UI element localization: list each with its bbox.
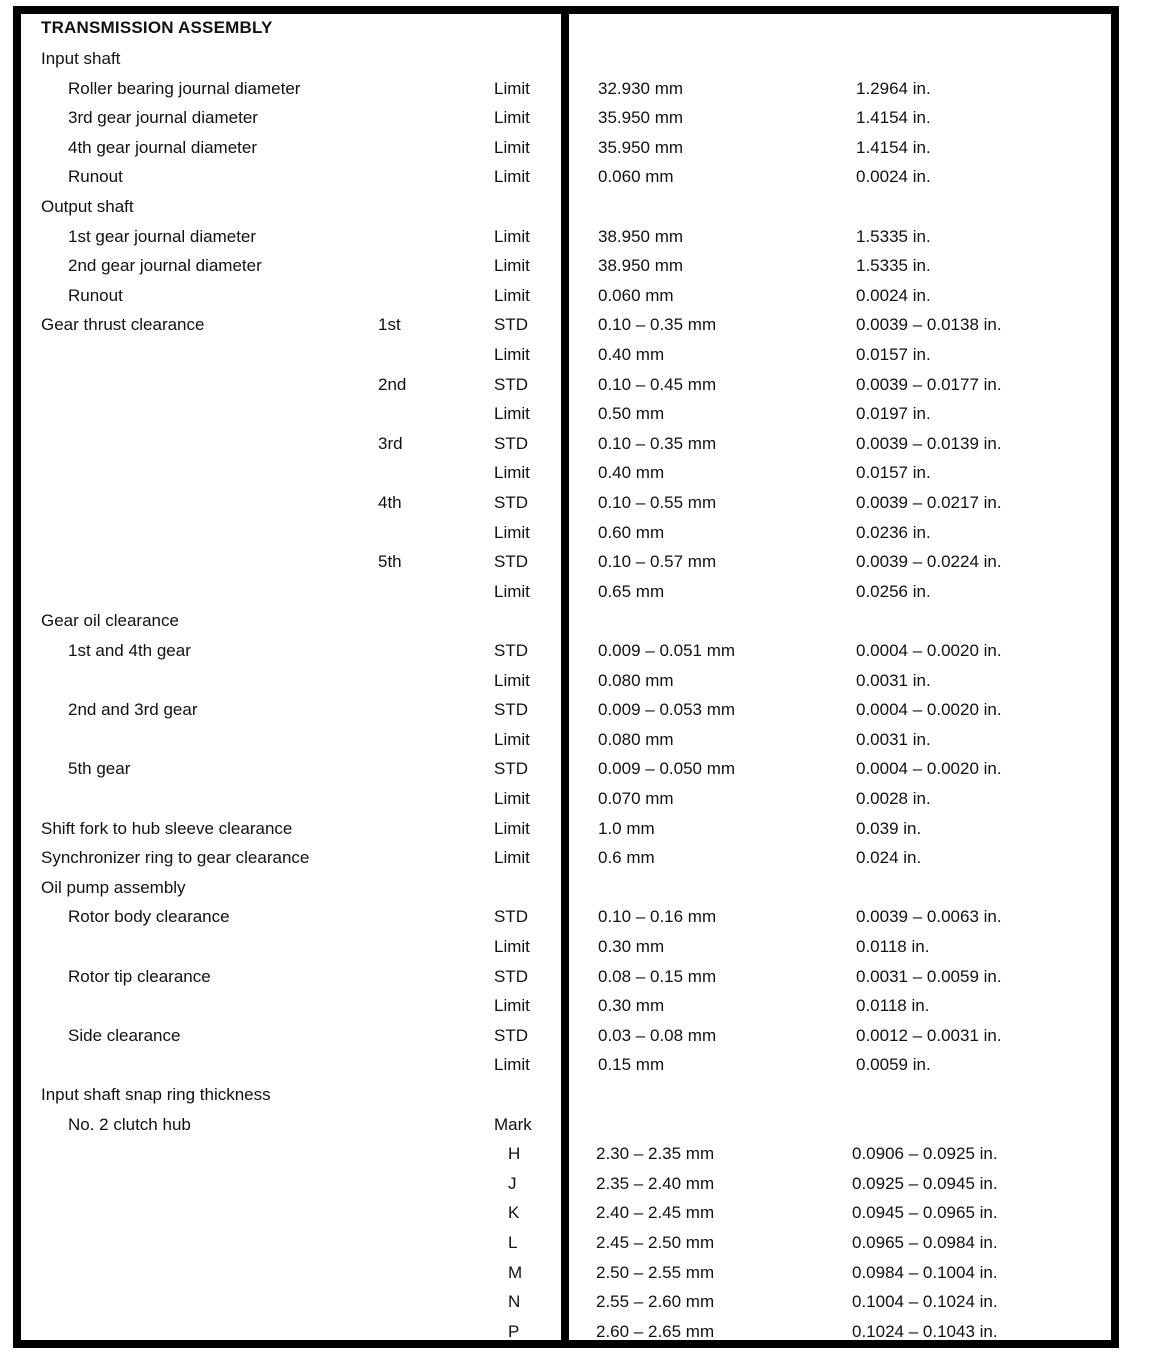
row-label: 5th gear	[68, 759, 131, 778]
row-label: Roller bearing journal diameter	[68, 79, 301, 98]
value-mm: 2.55 – 2.60 mm	[596, 1292, 715, 1311]
row-label: 3rd gear journal diameter	[68, 108, 258, 127]
table-row	[0, 581, 1152, 610]
row-label: 1st gear journal diameter	[68, 227, 257, 246]
spec-type: STD	[494, 315, 528, 334]
spec-type: Limit	[494, 937, 530, 956]
spec-type: STD	[494, 375, 528, 394]
table-row	[0, 729, 1152, 758]
gear-label: 5th	[378, 552, 402, 571]
gear-label: 1st	[378, 315, 401, 334]
row-label: Input shaft	[41, 49, 121, 68]
value-inch: 0.0039 – 0.0138 in.	[856, 315, 1002, 334]
value-mm: 0.009 – 0.051 mm	[598, 641, 736, 660]
table-row	[0, 48, 1152, 77]
value-inch: 0.0236 in.	[856, 523, 931, 542]
value-mm: 0.009 – 0.053 mm	[598, 700, 736, 719]
table-row	[0, 492, 1152, 521]
spec-type: N	[508, 1292, 521, 1311]
table-row	[0, 551, 1152, 580]
section-title: TRANSMISSION ASSEMBLY	[41, 18, 273, 37]
table-row	[0, 847, 1152, 876]
spec-type: P	[508, 1322, 520, 1341]
value-mm: 0.070 mm	[598, 789, 674, 808]
value-mm: 0.060 mm	[598, 167, 674, 186]
spec-type: Limit	[494, 730, 530, 749]
row-label: Synchronizer ring to gear clearance	[41, 848, 310, 867]
value-mm: 32.930 mm	[598, 79, 684, 98]
table-row	[0, 1202, 1152, 1231]
table-row	[0, 522, 1152, 551]
spec-type: STD	[494, 907, 528, 926]
value-inch: 0.0004 – 0.0020 in.	[856, 759, 1002, 778]
spec-type: Limit	[494, 463, 530, 482]
spec-type: Limit	[494, 286, 530, 305]
spec-type: Limit	[494, 848, 530, 867]
row-label: Output shaft	[41, 197, 134, 216]
table-row	[0, 788, 1152, 817]
row-label: Rotor body clearance	[68, 907, 230, 926]
gear-label: 3rd	[378, 434, 403, 453]
value-inch: 0.0031 in.	[856, 730, 931, 749]
spec-type: Limit	[494, 671, 530, 690]
value-inch: 0.0945 – 0.0965 in.	[852, 1203, 998, 1222]
table-row	[0, 107, 1152, 136]
row-label: 1st and 4th gear	[68, 641, 191, 660]
gear-label: 2nd	[378, 375, 407, 394]
table-row	[0, 1143, 1152, 1172]
table-row	[0, 374, 1152, 403]
value-inch: 0.0984 – 0.1004 in.	[852, 1263, 998, 1282]
row-label: Shift fork to hub sleeve clearance	[41, 819, 293, 838]
table-row	[0, 196, 1152, 225]
table-row	[0, 1025, 1152, 1054]
value-mm: 0.080 mm	[598, 730, 674, 749]
value-inch: 0.0118 in.	[856, 937, 930, 956]
value-mm: 0.03 – 0.08 mm	[598, 1026, 717, 1045]
table-row	[0, 610, 1152, 639]
value-inch: 0.1024 – 0.1043 in.	[852, 1322, 998, 1341]
spec-type: Limit	[494, 108, 530, 127]
value-mm: 0.65 mm	[598, 582, 665, 601]
value-inch: 0.0004 – 0.0020 in.	[856, 700, 1002, 719]
row-label: Runout	[68, 286, 123, 305]
table-row	[0, 995, 1152, 1024]
value-inch: 0.0197 in.	[856, 404, 931, 423]
table-row	[0, 1291, 1152, 1320]
value-inch: 0.0039 – 0.0177 in.	[856, 375, 1002, 394]
row-label: 2nd and 3rd gear	[68, 700, 198, 719]
table-row	[0, 1262, 1152, 1291]
table-row	[0, 818, 1152, 847]
spec-type: Mark	[494, 1115, 532, 1134]
table-row	[0, 670, 1152, 699]
value-mm: 2.50 – 2.55 mm	[596, 1263, 715, 1282]
table-row	[0, 78, 1152, 107]
table-row	[0, 1114, 1152, 1143]
spec-type: STD	[494, 493, 528, 512]
value-mm: 0.60 mm	[598, 523, 665, 542]
spec-type: Limit	[494, 523, 530, 542]
row-label: Runout	[68, 167, 123, 186]
value-mm: 0.060 mm	[598, 286, 674, 305]
value-inch: 0.0118 in.	[856, 996, 930, 1015]
row-label: Side clearance	[68, 1026, 181, 1045]
value-mm: 0.30 mm	[598, 937, 665, 956]
value-inch: 0.0906 – 0.0925 in.	[852, 1144, 998, 1163]
value-inch: 0.0039 – 0.0063 in.	[856, 907, 1002, 926]
table-row	[0, 314, 1152, 343]
value-inch: 1.2964 in.	[856, 79, 931, 98]
table-row	[0, 758, 1152, 787]
value-inch: 0.0012 – 0.0031 in.	[856, 1026, 1002, 1045]
value-mm: 0.15 mm	[598, 1055, 665, 1074]
spec-type: Limit	[494, 582, 530, 601]
row-label: Gear oil clearance	[41, 611, 179, 630]
value-mm: 0.10 – 0.55 mm	[598, 493, 717, 512]
value-mm: 38.950 mm	[598, 256, 684, 275]
spec-type: Limit	[494, 819, 530, 838]
table-row	[0, 640, 1152, 669]
spec-type: STD	[494, 700, 528, 719]
table-row	[0, 462, 1152, 491]
value-mm: 0.080 mm	[598, 671, 674, 690]
value-mm: 2.35 – 2.40 mm	[596, 1174, 715, 1193]
value-mm: 0.10 – 0.45 mm	[598, 375, 717, 394]
value-inch: 0.0031 in.	[856, 671, 931, 690]
row-label: 4th gear journal diameter	[68, 138, 258, 157]
value-mm: 35.950 mm	[598, 138, 684, 157]
spec-type: Limit	[494, 1055, 530, 1074]
value-inch: 0.0024 in.	[856, 167, 931, 186]
value-inch: 0.0031 – 0.0059 in.	[856, 967, 1002, 986]
table-row	[0, 1054, 1152, 1083]
value-mm: 0.10 – 0.57 mm	[598, 552, 717, 571]
value-inch: 0.0157 in.	[856, 463, 931, 482]
value-inch: 0.0157 in.	[856, 345, 931, 364]
table-row	[0, 699, 1152, 728]
value-inch: 1.5335 in.	[856, 256, 931, 275]
value-mm: 2.45 – 2.50 mm	[596, 1233, 715, 1252]
value-inch: 0.0024 in.	[856, 286, 931, 305]
table-row	[0, 285, 1152, 314]
value-mm: 0.08 – 0.15 mm	[598, 967, 717, 986]
table-row	[0, 344, 1152, 373]
value-mm: 2.40 – 2.45 mm	[596, 1203, 715, 1222]
table-row	[0, 403, 1152, 432]
spec-type: STD	[494, 434, 528, 453]
value-mm: 1.0 mm	[598, 819, 655, 838]
row-label: Rotor tip clearance	[68, 967, 211, 986]
value-mm: 35.950 mm	[598, 108, 684, 127]
value-mm: 0.40 mm	[598, 463, 665, 482]
value-mm: 0.50 mm	[598, 404, 665, 423]
value-inch: 1.4154 in.	[856, 138, 931, 157]
value-mm: 0.30 mm	[598, 996, 665, 1015]
spec-type: STD	[494, 1026, 528, 1045]
value-inch: 0.0028 in.	[856, 789, 931, 808]
spec-type: STD	[494, 641, 528, 660]
value-mm: 38.950 mm	[598, 227, 684, 246]
spec-type: Limit	[494, 345, 530, 364]
value-inch: 0.0059 in.	[856, 1055, 931, 1074]
spec-type: L	[508, 1233, 518, 1252]
spec-type: STD	[494, 552, 528, 571]
row-label: 2nd gear journal diameter	[68, 256, 262, 275]
spec-type: Limit	[494, 227, 530, 246]
spec-type: Limit	[494, 138, 530, 157]
row-label: No. 2 clutch hub	[68, 1115, 191, 1134]
value-inch: 0.0039 – 0.0217 in.	[856, 493, 1002, 512]
value-inch: 0.0256 in.	[856, 582, 931, 601]
value-inch: 0.039 in.	[856, 819, 922, 838]
row-label: Gear thrust clearance	[41, 315, 205, 334]
value-mm: 0.6 mm	[598, 848, 655, 867]
spec-type: Limit	[494, 79, 530, 98]
table-row	[0, 936, 1152, 965]
table-row	[0, 255, 1152, 284]
value-inch: 0.024 in.	[856, 848, 922, 867]
spec-type: STD	[494, 967, 528, 986]
spec-type: H	[508, 1144, 521, 1163]
value-inch: 1.4154 in.	[856, 108, 931, 127]
spec-type: Limit	[494, 404, 530, 423]
table-row	[0, 906, 1152, 935]
value-inch: 0.0039 – 0.0139 in.	[856, 434, 1002, 453]
value-mm: 0.009 – 0.050 mm	[598, 759, 736, 778]
table-row	[0, 1321, 1152, 1350]
table-row	[0, 226, 1152, 255]
table-row	[0, 433, 1152, 462]
gear-label: 4th	[378, 493, 402, 512]
value-inch: 0.0965 – 0.0984 in.	[852, 1233, 998, 1252]
value-mm: 0.10 – 0.35 mm	[598, 434, 717, 453]
spec-type: Limit	[494, 256, 530, 275]
spec-type: Limit	[494, 996, 530, 1015]
spec-type: K	[508, 1203, 520, 1222]
value-inch: 0.0925 – 0.0945 in.	[852, 1174, 998, 1193]
value-inch: 0.0039 – 0.0224 in.	[856, 552, 1002, 571]
table-row	[0, 166, 1152, 195]
row-label: Input shaft snap ring thickness	[41, 1085, 271, 1104]
value-inch: 1.5335 in.	[856, 227, 931, 246]
value-inch: 0.1004 – 0.1024 in.	[852, 1292, 998, 1311]
table-row	[0, 966, 1152, 995]
value-mm: 0.10 – 0.35 mm	[598, 315, 717, 334]
spec-type: J	[508, 1174, 517, 1193]
table-row	[0, 1084, 1152, 1113]
table-row	[0, 1173, 1152, 1202]
row-label: Oil pump assembly	[41, 878, 186, 897]
value-mm: 0.40 mm	[598, 345, 665, 364]
value-mm: 2.30 – 2.35 mm	[596, 1144, 715, 1163]
table-row	[0, 877, 1152, 906]
spec-type: STD	[494, 759, 528, 778]
spec-type: Limit	[494, 167, 530, 186]
value-mm: 2.60 – 2.65 mm	[596, 1322, 715, 1341]
table-row	[0, 1232, 1152, 1261]
table-row	[0, 137, 1152, 166]
value-mm: 0.10 – 0.16 mm	[598, 907, 717, 926]
spec-type: M	[508, 1263, 523, 1282]
spec-type: Limit	[494, 789, 530, 808]
value-inch: 0.0004 – 0.0020 in.	[856, 641, 1002, 660]
